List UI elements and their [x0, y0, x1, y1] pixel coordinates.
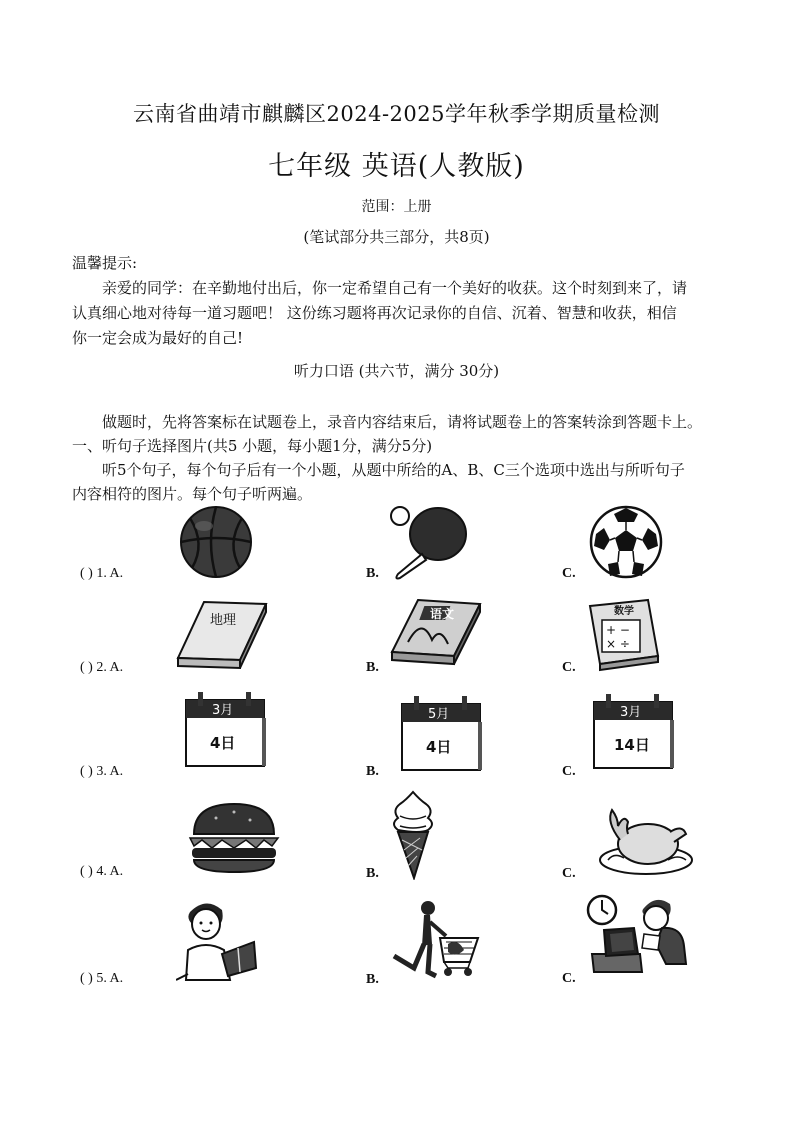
boy-reading-icon[interactable] [176, 898, 262, 990]
section-1-heading: 一、听句子选择图片(共5 小题，每小题1分，满分5分) [72, 437, 433, 455]
shopping-cart-icon[interactable] [384, 898, 482, 990]
ping-pong-paddle-icon[interactable] [386, 502, 470, 586]
calendar-c-day: 14日 [614, 736, 650, 754]
question-2-option-c: C. [562, 660, 576, 675]
section-1-desc-1: 听5个句子，每个句子后有一个小题，从题中所给的A、B、C三个选项中选出与所听句子 [102, 461, 685, 479]
question-5-option-b: B. [366, 972, 379, 987]
calendar-icon[interactable] [400, 694, 484, 778]
basketball-icon[interactable] [176, 504, 256, 584]
tips-line-3: 你一定会成为最好的自己! [72, 329, 244, 347]
tips-label: 温馨提示: [72, 254, 138, 272]
question-3-label: ( ) 3. A. [80, 764, 124, 779]
calendar-icon[interactable] [592, 692, 676, 776]
chinese-book-title: 语文 [430, 607, 455, 621]
listening-heading: 听力口语 (共六节，满分 30分) [293, 362, 500, 380]
calendar-a-day: 4日 [210, 734, 236, 752]
svg-text:+ −: + − [606, 623, 630, 637]
question-3-option-c: C. [562, 764, 576, 779]
exam-note: (笔试部分共三部分，共8页) [303, 228, 490, 246]
exam-title: 云南省曲靖市麒麟区2024-2025学年秋季学期质量检测 [133, 102, 660, 126]
calendar-c-month: 3月 [620, 705, 642, 720]
question-3-option-b: B. [366, 764, 379, 779]
ice-cream-icon[interactable] [390, 790, 436, 884]
calendar-icon[interactable] [184, 690, 268, 774]
chinese-book-icon[interactable] [388, 596, 484, 674]
roast-chicken-icon[interactable] [594, 804, 694, 882]
question-4-option-b: B. [366, 866, 379, 881]
calendar-b-month: 5月 [428, 707, 450, 722]
hamburger-icon[interactable] [186, 800, 282, 880]
soccer-ball-icon[interactable] [586, 504, 666, 584]
question-1-label: ( ) 1. A. [80, 566, 124, 581]
question-2-label: ( ) 2. A. [80, 660, 124, 675]
calendar-a-month: 3月 [212, 703, 234, 718]
question-5-option-c: C. [562, 971, 576, 986]
question-1-option-b: B. [366, 566, 379, 581]
section-1-desc-2: 内容相符的图片。每个句子听两遍。 [72, 485, 313, 503]
exam-subtitle: 七年级 英语(人教版) [268, 151, 525, 182]
math-book-title: 数学 [614, 606, 634, 617]
question-2-option-b: B. [366, 660, 379, 675]
calendar-b-day: 4日 [426, 738, 452, 756]
boy-watching-tv-icon[interactable] [586, 894, 690, 980]
exam-scope: 范围：上册 [361, 199, 432, 215]
question-5-label: ( ) 5. A. [80, 971, 124, 986]
question-4-label: ( ) 4. A. [80, 864, 124, 879]
geography-book-icon[interactable] [174, 598, 270, 676]
geography-book-title: 地理 [210, 613, 237, 628]
question-1-option-c: C. [562, 566, 576, 581]
tips-line-2: 认真细心地对待每一道习题吧！ 这份练习题将再次记录你的自信、沉着、智慧和收获，相信 [72, 304, 677, 322]
tips-line-1: 亲爱的同学：在辛勤地付出后，你一定希望自己有一个美好的收获。这个时刻到来了，请 [102, 279, 688, 297]
question-4-option-c: C. [562, 866, 576, 881]
math-book-icon[interactable] [584, 596, 664, 678]
listening-instruction: 做题时，先将答案标在试题卷上，录音内容结束后，请将试题卷上的答案转涂到答题卡上。 [102, 413, 703, 431]
svg-text:× ÷: × ÷ [606, 637, 630, 651]
